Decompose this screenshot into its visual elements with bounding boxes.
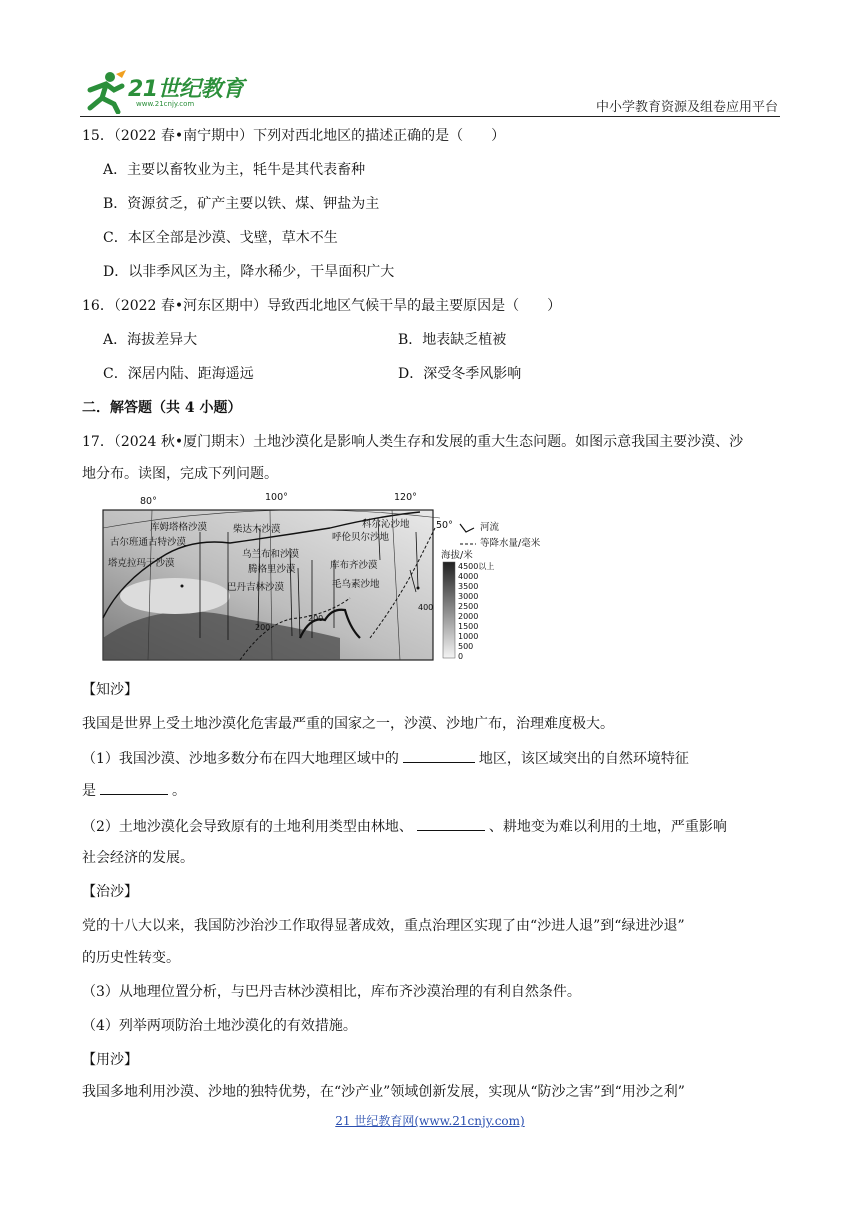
desert-mu-us: 毛乌素沙地 [332, 579, 380, 590]
svg-text:1500: 1500 [458, 622, 479, 631]
lon-label-120: 120° [394, 492, 417, 503]
desert-hulunbuir: 呼伦贝尔沙地 [332, 532, 390, 543]
question-4: （4）列举两项防治土地沙漠化的有效措施。 [82, 1018, 357, 1034]
zhisha2-text-2: 的历史性转变。 [82, 950, 180, 966]
svg-text:2500: 2500 [458, 602, 479, 611]
lat-label-50: 50° [436, 520, 453, 531]
desert-gurbantunggut: 古尔班通古特沙漠 [110, 537, 187, 548]
q16-option-d[interactable]: D．深受冬季风影响 [398, 366, 522, 382]
question-3: （3）从地理位置分析，与巴丹吉林沙漠相比，库布齐沙漠治理的有利自然条件。 [82, 984, 581, 1000]
isohyet-label-3: 400 [418, 603, 434, 612]
isohyet-label-2: 200 [308, 614, 324, 623]
footer-link[interactable]: 21 世纪教育网(www.21cnjy.com) [335, 1114, 525, 1128]
svg-text:4500以上: 4500以上 [458, 562, 495, 571]
river-legend-icon [460, 524, 474, 532]
svg-text:3000: 3000 [458, 592, 479, 601]
question-1-line2: 是 。 [82, 780, 186, 801]
tarim-basin [120, 578, 230, 614]
legend-isohyet: 等降水量/毫米 [480, 538, 541, 549]
page-header [80, 64, 780, 117]
desert-qaidam: 柴达木沙漠 [233, 524, 281, 535]
logo-url: www.21cnjy.com [136, 100, 195, 108]
question-2-line2: 社会经济的发展。 [82, 850, 194, 866]
desert-kubuqi: 库布齐沙漠 [330, 560, 378, 571]
q17-stem-line2: 地分布。读图，完成下列问题。 [82, 466, 278, 482]
svg-text:3500: 3500 [458, 582, 479, 591]
runner-logo-icon [80, 68, 130, 114]
desert-kumtag: 库姆塔格沙漠 [150, 522, 208, 533]
desert-horqin: 科尔沁沙地 [362, 519, 410, 530]
q17-stem-line1: 17．（2024 秋•厦门期末）土地沙漠化是影响人类生存和发展的重大生态问题。如图示意我国主要沙漠、沙 [82, 434, 744, 450]
desert-badain-jaran: 巴丹吉林沙漠 [227, 582, 285, 593]
yongsha-text: 我国多地利用沙漠、沙地的独特优势，在“沙产业”领域创新发展，实现从“防沙之害”到“用沙之利” [82, 1084, 685, 1100]
logo [80, 68, 255, 114]
lon-label-100: 100° [265, 492, 288, 503]
q16-stem: 16．（2022 春•河东区期中）导致西北地区气候干旱的最主要原因是（ ） [82, 298, 562, 314]
q15-stem: 15．（2022 春•南宁期中）下列对西北地区的描述正确的是（ ） [82, 128, 506, 144]
logo-text: 21世纪教育 [128, 77, 244, 102]
section-zhisha-2: 【治沙】 [82, 884, 138, 900]
question-2-line1: （2）土地沙漠化会导致原有的土地利用类型由林地、 、耕地变为难以利用的土地，严重影响 [82, 816, 727, 837]
platform-name: 中小学教育资源及组卷应用平台 [595, 100, 778, 115]
zhisha-text: 我国是世界上受土地沙漠化危害最严重的国家之一，沙漠、沙地广布，治理难度极大。 [82, 716, 614, 732]
isohyet-label-1: 200 [255, 623, 271, 632]
desert-tengger: 腾格里沙漠 [248, 564, 296, 575]
q15-option-c[interactable]: C．本区全部是沙漠、戈壁，草木不生 [103, 230, 338, 246]
section-zhisha: 【知沙】 [82, 682, 138, 698]
svg-text:2000: 2000 [458, 612, 479, 621]
legend-river: 河流 [480, 522, 500, 533]
question-1-line1: （1）我国沙漠、沙地多数分布在四大地理区域中的 地区，该区域突出的自然环境特征 [82, 748, 689, 769]
desert-ulan-buh: 乌兰布和沙漠 [242, 549, 300, 560]
elevation-scale [443, 562, 455, 658]
q15-option-d[interactable]: D．以非季风区为主，降水稀少，干旱面积广大 [103, 264, 395, 280]
svg-text:1000: 1000 [458, 632, 479, 641]
answer-blank-3[interactable] [417, 816, 485, 831]
lon-label-80: 80° [140, 496, 157, 507]
answer-blank-1[interactable] [403, 748, 475, 763]
svg-text:4000: 4000 [458, 572, 479, 581]
q16-option-a[interactable]: A．海拔差异大 [103, 332, 198, 348]
q15-option-b[interactable]: B．资源贫乏，矿产主要以铁、煤、钾盐为主 [103, 196, 380, 212]
q16-option-b[interactable]: B．地表缺乏植被 [398, 332, 507, 348]
section-yongsha: 【用沙】 [82, 1052, 138, 1068]
q15-option-a[interactable]: A．主要以畜牧业为主，牦牛是其代表畜种 [103, 162, 366, 178]
svg-text:0: 0 [458, 652, 464, 661]
q16-option-c[interactable]: C．深居内陆、距海遥远 [103, 366, 254, 382]
zhisha2-text-1: 党的十八大以来，我国防沙治沙工作取得显著成效，重点治理区实现了由“沙进人退”到“绿进沙退” [82, 918, 685, 934]
section-heading: 二．解答题（共 4 小题） [82, 400, 242, 416]
legend-elev-title: 海拔/米 [441, 550, 473, 561]
desert-taklimakan: 塔克拉玛干沙漠 [108, 558, 175, 569]
svg-text:500: 500 [458, 642, 474, 651]
desert-distribution-map [100, 488, 550, 664]
answer-blank-2[interactable] [100, 780, 168, 795]
